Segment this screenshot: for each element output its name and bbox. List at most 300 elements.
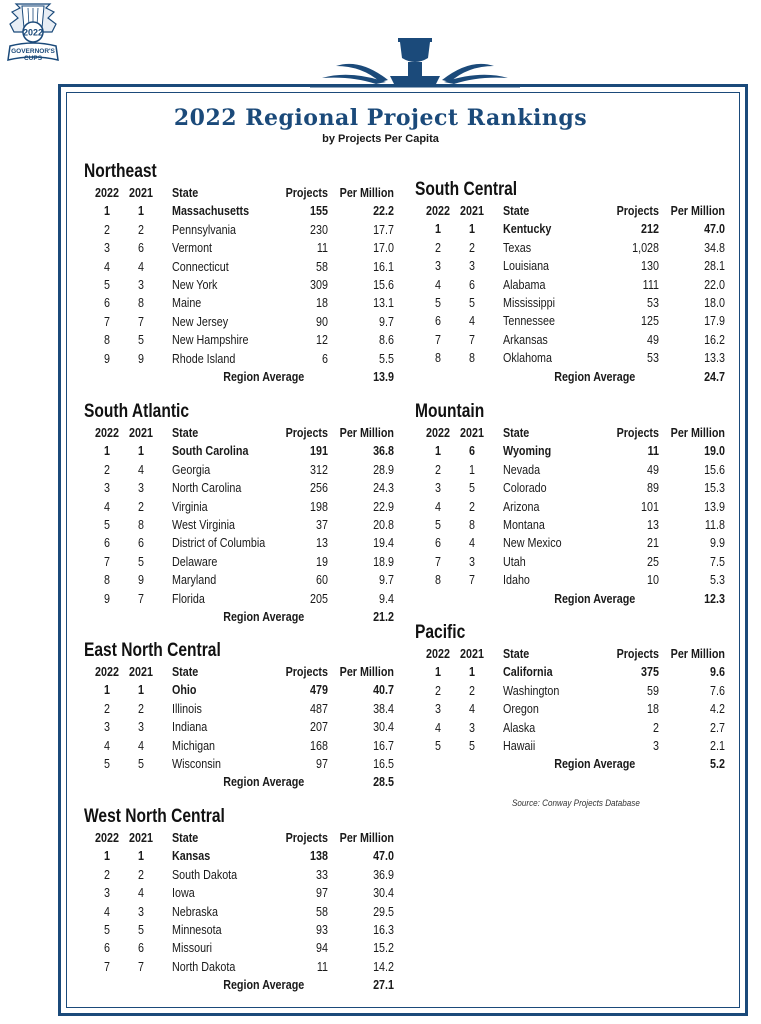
state-name: Arkansas [503,332,548,347]
per-million-value: 22.9 [373,499,394,514]
col-2022-header: 2022 [95,186,119,200]
rank-2022: 1 [104,444,110,459]
rank-2022: 6 [104,536,110,551]
rank-2022: 8 [104,333,110,348]
col-2021-header: 2021 [129,831,153,845]
rank-2022: 2 [104,701,110,716]
table-row [415,294,725,312]
rank-2021: 4 [138,886,144,901]
region-average-row [84,773,394,791]
state-name: Hawaii [503,738,536,753]
rank-2022: 9 [104,351,110,366]
per-million-value: 15.3 [704,481,725,496]
rank-2022: 8 [435,351,441,366]
projects-count: 13 [316,536,328,551]
state-name: Iowa [172,886,195,901]
per-million-value: 9.7 [379,573,394,588]
svg-text:CUPS: CUPS [23,55,43,62]
rank-2021: 6 [138,241,144,256]
projects-count: 125 [641,314,659,329]
rank-2022: 4 [435,499,441,514]
projects-count: 312 [310,462,328,477]
state-name: District of Columbia [172,536,266,551]
rank-2021: 5 [138,333,144,348]
table-row [415,516,725,534]
rank-2022: 7 [435,332,441,347]
rank-2022: 2 [435,462,441,477]
rank-2021: 5 [469,481,475,496]
projects-count: 11 [316,959,328,974]
rank-2022: 1 [104,204,110,219]
rank-2022: 6 [104,941,110,956]
rank-2022: 8 [435,573,441,588]
region-south-central [415,178,725,386]
rank-2022: 7 [104,314,110,329]
projects-count: 49 [647,462,659,477]
rank-2021: 1 [138,683,144,698]
col-projects-header: Projects [285,831,328,845]
governors-cups-logo [2,2,64,68]
per-million-value: 11.8 [704,517,725,532]
column-header-row [415,424,725,442]
rank-2022: 7 [104,554,110,569]
state-name: Georgia [172,462,211,477]
col-per-million-header: Per Million [339,186,394,200]
per-million-value: 30.4 [373,886,394,901]
rank-2021: 3 [138,904,144,919]
per-million-value: 29.5 [373,904,394,919]
state-name: Rhode Island [172,351,236,366]
column-header-row [415,645,725,663]
col-state-header: State [172,186,199,200]
rank-2021: 7 [469,332,475,347]
region-mountain [415,400,725,608]
rank-2022: 2 [435,683,441,698]
state-name: Alabama [503,277,546,292]
rank-2022: 6 [435,536,441,551]
col-2021-header: 2021 [460,204,484,218]
projects-count: 479 [310,683,328,698]
page-title: 2022 Regional Project Rankings [173,105,588,131]
table-row [84,903,394,921]
state-name: South Carolina [172,444,249,459]
rank-2021: 4 [469,314,475,329]
page-subtitle: by Projects Per Capita [322,133,439,145]
rank-2022: 3 [104,720,110,735]
col-2021-header: 2021 [129,186,153,200]
projects-count: 89 [647,481,659,496]
column-header-row [84,829,394,847]
region-average-label: Region Average [222,978,304,993]
table-row [415,349,725,367]
region-average-value: 28.5 [373,775,394,790]
projects-count: 59 [647,683,659,698]
rank-2021: 2 [469,240,475,255]
per-million-value: 24.3 [373,481,394,496]
per-million-value: 16.3 [373,922,394,937]
col-2022-header: 2022 [95,831,119,845]
table-row [84,331,394,349]
per-million-value: 28.9 [373,462,394,477]
rank-2021: 4 [469,536,475,551]
per-million-value: 5.3 [710,573,725,588]
col-per-million-header: Per Million [670,204,725,218]
rank-2021: 1 [469,665,475,680]
projects-count: 11 [316,241,328,256]
region-average-label: Region Average [553,757,635,772]
rank-2021: 3 [138,720,144,735]
table-row [415,461,725,479]
per-million-value: 47.0 [704,222,725,237]
rank-2021: 3 [138,481,144,496]
rank-2022: 9 [104,591,110,606]
state-name: Louisiana [503,259,550,274]
rank-2021: 5 [138,554,144,569]
projects-count: 18 [647,702,659,717]
rank-2021: 3 [469,554,475,569]
region-name: West North Central [84,806,225,827]
state-name: Nebraska [172,904,219,919]
table-row [415,479,725,497]
region-average-label: Region Average [553,369,635,384]
region-average-row [415,368,725,386]
rank-2022: 3 [104,241,110,256]
rank-2022: 5 [435,295,441,310]
rank-2021: 6 [138,941,144,956]
state-name: Maryland [172,573,217,588]
rank-2022: 2 [104,462,110,477]
rank-2022: 3 [104,886,110,901]
table-row [84,939,394,957]
state-name: Virginia [172,499,208,514]
svg-text:2022: 2022 [22,27,44,38]
rank-2021: 4 [138,738,144,753]
region-northeast [84,160,394,386]
rank-2021: 5 [469,295,475,310]
table-row [84,498,394,516]
state-name: New Jersey [172,314,229,329]
column-header-row [415,202,725,220]
rank-2021: 7 [138,314,144,329]
rank-2022: 1 [435,222,441,237]
rank-2021: 5 [138,756,144,771]
per-million-value: 19.4 [373,536,394,551]
col-2022-header: 2022 [95,665,119,679]
projects-count: 60 [316,573,328,588]
state-name: Connecticut [172,259,229,274]
region-average-value: 24.7 [704,369,725,384]
col-per-million-header: Per Million [670,426,725,440]
region-average-value: 13.9 [373,369,394,384]
col-2021-header: 2021 [129,665,153,679]
region-average-label: Region Average [553,591,635,606]
table-row [84,516,394,534]
rank-2021: 1 [469,222,475,237]
projects-count: 101 [641,499,659,514]
col-projects-header: Projects [616,204,659,218]
svg-text:GOVERNOR'S: GOVERNOR'S [11,48,55,55]
projects-count: 97 [316,756,328,771]
rank-2022: 4 [435,277,441,292]
projects-count: 94 [316,941,328,956]
rank-2022: 1 [435,444,441,459]
state-name: New Mexico [503,536,562,551]
rank-2022: 4 [104,904,110,919]
rank-2022: 1 [435,665,441,680]
rank-2022: 5 [104,517,110,532]
projects-count: 12 [316,333,328,348]
per-million-value: 30.4 [373,720,394,735]
projects-count: 191 [310,444,328,459]
state-name: Tennessee [503,314,556,329]
table-row [84,294,394,312]
rank-2022: 5 [435,517,441,532]
per-million-value: 16.7 [373,738,394,753]
state-name: Oregon [503,702,539,717]
per-million-value: 13.1 [373,296,394,311]
rank-2022: 2 [104,867,110,882]
table-row [84,553,394,571]
per-million-value: 14.2 [373,959,394,974]
projects-count: 256 [310,481,328,496]
per-million-value: 22.2 [373,204,394,219]
projects-count: 230 [310,222,328,237]
table-row [84,866,394,884]
col-state-header: State [172,665,199,679]
projects-count: 155 [310,204,328,219]
rank-2022: 4 [104,259,110,274]
state-name: North Dakota [172,959,236,974]
state-name: Nevada [503,462,541,477]
projects-count: 6 [322,351,328,366]
state-name: Wisconsin [172,756,221,771]
rank-2022: 4 [435,720,441,735]
per-million-value: 2.7 [710,720,725,735]
region-average-row [415,755,725,773]
rank-2022: 7 [104,959,110,974]
table-row [415,663,725,681]
per-million-value: 15.6 [704,462,725,477]
state-name: Florida [172,591,205,606]
table-row [84,276,394,294]
per-million-value: 19.0 [704,444,725,459]
region-name: South Central [415,179,518,200]
per-million-value: 9.4 [379,591,394,606]
table-row [84,884,394,902]
col-2021-header: 2021 [129,426,153,440]
state-name: Utah [503,554,526,569]
region-west-north-central [84,805,394,995]
per-million-value: 22.0 [704,277,725,292]
rank-2022: 3 [104,481,110,496]
region-name: South Atlantic [84,401,190,422]
region-name: East North Central [84,640,221,661]
col-projects-header: Projects [285,426,328,440]
rank-2022: 1 [104,849,110,864]
rank-2022: 4 [104,499,110,514]
state-name: Indiana [172,720,208,735]
state-name: New Hampshire [172,333,249,348]
projects-count: 111 [642,277,659,292]
state-name: South Dakota [172,867,238,882]
rank-2022: 4 [104,738,110,753]
region-average-label: Region Average [222,369,304,384]
region-east-north-central [84,639,394,792]
region-average-row [84,608,394,626]
projects-count: 130 [641,259,659,274]
table-row [84,958,394,976]
rank-2021: 6 [469,444,475,459]
projects-count: 309 [310,277,328,292]
table-row [84,718,394,736]
projects-count: 212 [641,222,659,237]
rank-2021: 3 [469,720,475,735]
projects-count: 10 [647,573,659,588]
table-row [415,682,725,700]
rank-2022: 5 [435,738,441,753]
state-name: Texas [503,240,532,255]
per-million-value: 36.9 [373,867,394,882]
col-2022-header: 2022 [95,426,119,440]
region-south-atlantic [84,400,394,626]
per-million-value: 36.8 [373,444,394,459]
rank-2021: 4 [469,702,475,717]
state-name: Idaho [503,573,530,588]
projects-count: 49 [647,332,659,347]
projects-count: 53 [647,295,659,310]
per-million-value: 18.0 [704,295,725,310]
state-name: Kentucky [503,222,552,237]
state-name: New York [172,277,218,292]
state-name: Delaware [172,554,218,569]
projects-count: 97 [316,886,328,901]
table-row [84,313,394,331]
state-name: Mississippi [503,295,555,310]
region-average-value: 27.1 [373,978,394,993]
per-million-value: 47.0 [373,849,394,864]
state-name: Pennsylvania [172,222,236,237]
rank-2022: 3 [435,259,441,274]
rank-2022: 6 [435,314,441,329]
column-header-row [84,424,394,442]
column-header-row [84,663,394,681]
col-state-header: State [503,426,530,440]
table-row [84,921,394,939]
rank-2022: 7 [435,554,441,569]
rank-2021: 7 [469,573,475,588]
per-million-value: 20.8 [373,517,394,532]
per-million-value: 18.9 [373,554,394,569]
rank-2021: 4 [138,259,144,274]
per-million-value: 17.9 [704,314,725,329]
per-million-value: 7.5 [710,554,725,569]
per-million-value: 16.5 [373,756,394,771]
rank-2021: 3 [138,277,144,292]
col-state-header: State [503,204,530,218]
rank-2021: 2 [138,222,144,237]
rank-2021: 6 [138,536,144,551]
col-per-million-header: Per Million [670,647,725,661]
table-row [415,276,725,294]
per-million-value: 9.7 [379,314,394,329]
table-row [415,257,725,275]
state-name: Minnesota [172,922,222,937]
projects-count: 90 [316,314,328,329]
table-row [415,331,725,349]
table-row [84,350,394,368]
projects-count: 487 [310,701,328,716]
col-projects-header: Projects [285,186,328,200]
projects-count: 198 [310,499,328,514]
source-note: Source: Conway Projects Database [512,798,640,808]
rank-2021: 4 [138,462,144,477]
rank-2022: 8 [104,573,110,588]
rank-2021: 2 [469,683,475,698]
projects-count: 19 [316,554,328,569]
rank-2022: 1 [104,683,110,698]
region-average-value: 12.3 [704,591,725,606]
col-2022-header: 2022 [426,426,450,440]
table-row [84,442,394,460]
projects-count: 205 [310,591,328,606]
region-average-value: 5.2 [710,757,725,772]
rank-2021: 9 [138,351,144,366]
state-name: California [503,665,553,680]
rank-2022: 3 [435,702,441,717]
region-name: Mountain [415,401,485,422]
state-name: Montana [503,517,545,532]
table-row [84,202,394,220]
state-name: Vermont [172,241,213,256]
state-name: West Virginia [172,517,235,532]
per-million-value: 9.6 [710,665,725,680]
per-million-value: 9.9 [710,536,725,551]
table-row [415,571,725,589]
table-row [84,737,394,755]
region-average-value: 21.2 [373,609,394,624]
table-row [84,258,394,276]
projects-count: 138 [310,849,328,864]
rank-2021: 5 [138,922,144,937]
col-per-million-header: Per Million [339,426,394,440]
col-per-million-header: Per Million [339,665,394,679]
per-million-value: 28.1 [704,259,725,274]
table-row [84,221,394,239]
table-row [84,534,394,552]
projects-count: 53 [647,351,659,366]
rank-2021: 2 [469,499,475,514]
region-average-label: Region Average [222,775,304,790]
table-row [84,700,394,718]
col-projects-header: Projects [616,647,659,661]
per-million-value: 17.7 [373,222,394,237]
region-name: Pacific [415,622,466,643]
rank-2021: 6 [469,277,475,292]
per-million-value: 15.6 [373,277,394,292]
rank-2021: 7 [138,591,144,606]
col-projects-header: Projects [285,665,328,679]
table-row [415,498,725,516]
projects-count: 11 [647,444,659,459]
rank-2021: 1 [469,462,475,477]
col-projects-header: Projects [616,426,659,440]
state-name: Massachusetts [172,204,250,219]
region-name: Northeast [84,161,157,182]
table-row [84,461,394,479]
projects-count: 93 [316,922,328,937]
state-name: Maine [172,296,202,311]
projects-count: 13 [647,517,659,532]
